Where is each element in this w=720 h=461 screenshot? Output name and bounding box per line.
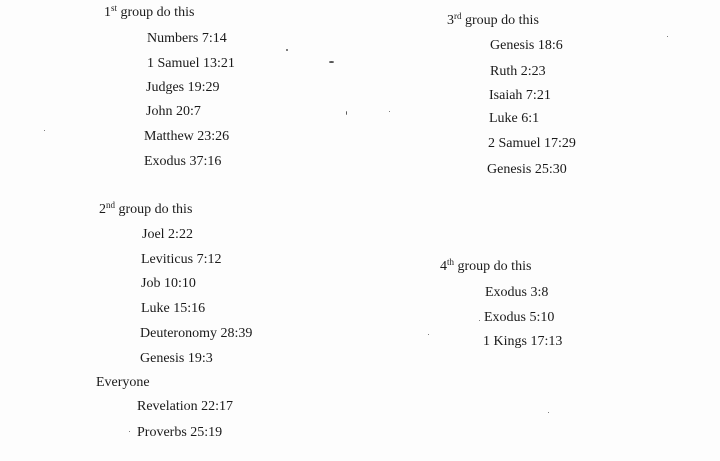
group-3-ref-3: Isaiah 7:21 [489,88,551,103]
group-1-ordinal: 1 [104,5,111,20]
group-3-ordinal: 3 [447,13,454,28]
group-2-heading [99,202,192,218]
group-3-heading-text: group do this [465,13,539,28]
group-4-ordinal: 4 [440,259,447,274]
group-2-ordinal: 2 [99,202,106,217]
scan-speck [428,334,429,335]
group-4-heading-text: group do this [457,259,532,274]
group-1-heading [104,5,194,21]
group-3-ref-5: 2 Samuel 17:29 [488,136,576,151]
group-1-ref-6: Exodus 37:16 [144,154,222,169]
scan-speck [479,320,480,321]
scan-speck [389,111,390,112]
group-4-heading [440,259,531,275]
group-3-ordinal-suffix: rd [454,11,462,21]
group-3-ref-2: Ruth 2:23 [490,64,546,79]
group-3-ref-1: Genesis 18:6 [490,38,563,53]
group-1-ref-1: Numbers 7:14 [147,31,227,46]
group-4-ref-2: Exodus 5:10 [484,310,555,325]
scan-speck [548,412,549,413]
group-2-ref-5: Deuteronomy 28:39 [140,326,253,341]
scan-speck [129,431,130,432]
group-2-ref-1: Joel 2:22 [142,227,193,242]
group-1-heading-text: group do this [120,5,195,20]
group-3-ref-6: Genesis 25:30 [487,162,567,177]
group-1-ref-3: Judges 19:29 [146,80,220,95]
scan-speck [286,49,288,51]
group-2-ref-2: Leviticus 7:12 [141,252,222,267]
group-2-ref-4: Luke 15:16 [141,301,206,316]
group-3-ref-4: Luke 6:1 [489,111,540,126]
group-1-ref-5: Matthew 23:26 [144,129,230,144]
group-2-heading-text: group do this [118,202,193,217]
group-4-ref-3: 1 Kings 17:13 [483,334,563,349]
everyone-ref-1: Revelation 22:17 [137,399,234,414]
group-1-ref-2: 1 Samuel 13:21 [147,56,235,71]
scan-speck [329,61,334,63]
group-3-heading [447,13,539,29]
everyone-ref-2: Proverbs 25:19 [137,425,223,440]
scan-speck [346,111,347,115]
scan-speck [667,36,668,37]
group-2-ref-6: Genesis 19:3 [140,351,213,366]
group-2-ordinal-suffix: nd [106,200,115,210]
group-4-ref-1: Exodus 3:8 [485,285,549,300]
group-4-ordinal-suffix: th [447,257,455,267]
everyone-heading: Everyone [96,375,150,390]
group-1-ref-4: John 20:7 [146,104,201,119]
scan-speck [44,130,45,131]
group-1-ordinal-suffix: st [111,3,118,13]
group-2-ref-3: Job 10:10 [141,276,196,291]
